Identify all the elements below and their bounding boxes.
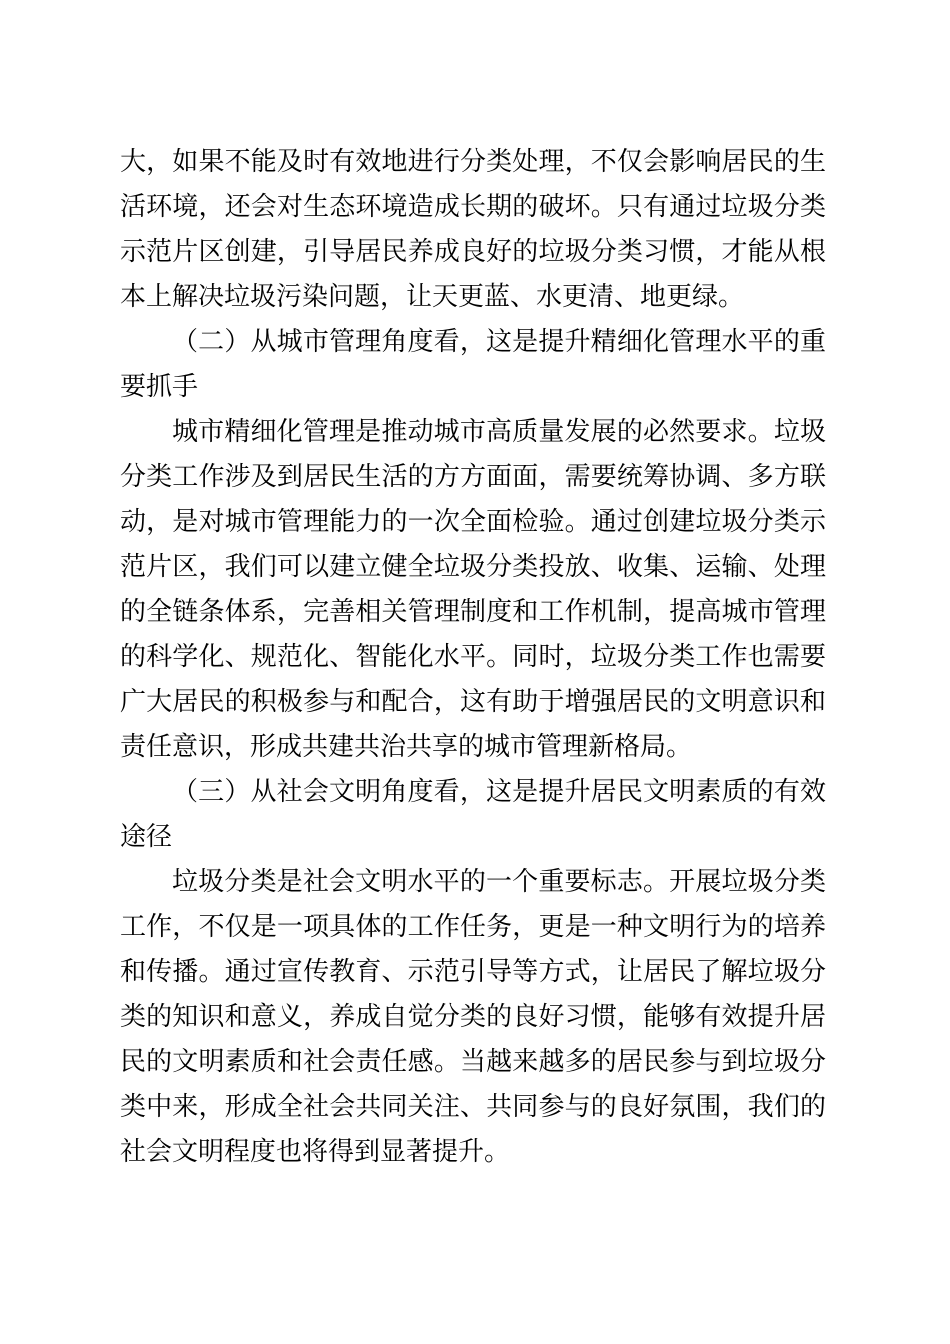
text-line: 动，是对城市管理能力的一次全面检验。通过创建垃圾分类示: [120, 507, 826, 537]
text-line: 的科学化、规范化、智能化水平。同时，垃圾分类工作也需要: [120, 642, 826, 672]
text-line: 和传播。通过宣传教育、示范引导等方式，让居民了解垃圾分: [120, 957, 826, 987]
text-line: 范片区，我们可以建立健全垃圾分类投放、收集、运输、处理: [120, 552, 826, 582]
text-line: 要抓手: [120, 372, 199, 402]
text-line: 社会文明程度也将得到显著提升。: [120, 1137, 511, 1167]
text-line: 分类工作涉及到居民生活的方方面面，需要统筹协调、多方联: [120, 462, 826, 492]
text-line: 的全链条体系，完善相关管理制度和工作机制，提高城市管理: [120, 597, 826, 627]
paragraph-first-line: （二）从城市管理角度看，这是提升精细化管理水平的重: [172, 327, 826, 357]
text-line: 工作，不仅是一项具体的工作任务，更是一种文明行为的培养: [120, 912, 826, 942]
text-line: 广大居民的积极参与和配合，这有助于增强居民的文明意识和: [120, 687, 826, 717]
text-line: 途径: [120, 822, 173, 852]
text-line: 民的文明素质和社会责任感。当越来越多的居民参与到垃圾分: [120, 1047, 826, 1077]
paragraph-first-line: 垃圾分类是社会文明水平的一个重要标志。开展垃圾分类: [172, 867, 826, 897]
paragraph-first-line: 城市精细化管理是推动城市高质量发展的必然要求。垃圾: [172, 417, 826, 447]
text-line: 本上解决垃圾污染问题，让天更蓝、水更清、地更绿。: [120, 282, 745, 312]
text-line: 示范片区创建，引导居民养成良好的垃圾分类习惯，才能从根: [120, 237, 826, 267]
text-line: 大，如果不能及时有效地进行分类处理，不仅会影响居民的生: [120, 147, 826, 177]
text-line: 责任意识，形成共建共治共享的城市管理新格局。: [120, 732, 693, 762]
document-body: [120, 140, 826, 1175]
paragraph-first-line: （三）从社会文明角度看，这是提升居民文明素质的有效: [172, 777, 826, 807]
text-line: 活环境，还会对生态环境造成长期的破坏。只有通过垃圾分类: [120, 192, 826, 222]
text-line: 类的知识和意义，养成自觉分类的良好习惯，能够有效提升居: [120, 1002, 826, 1032]
text-line: 类中来，形成全社会共同关注、共同参与的良好氛围，我们的: [120, 1092, 826, 1122]
